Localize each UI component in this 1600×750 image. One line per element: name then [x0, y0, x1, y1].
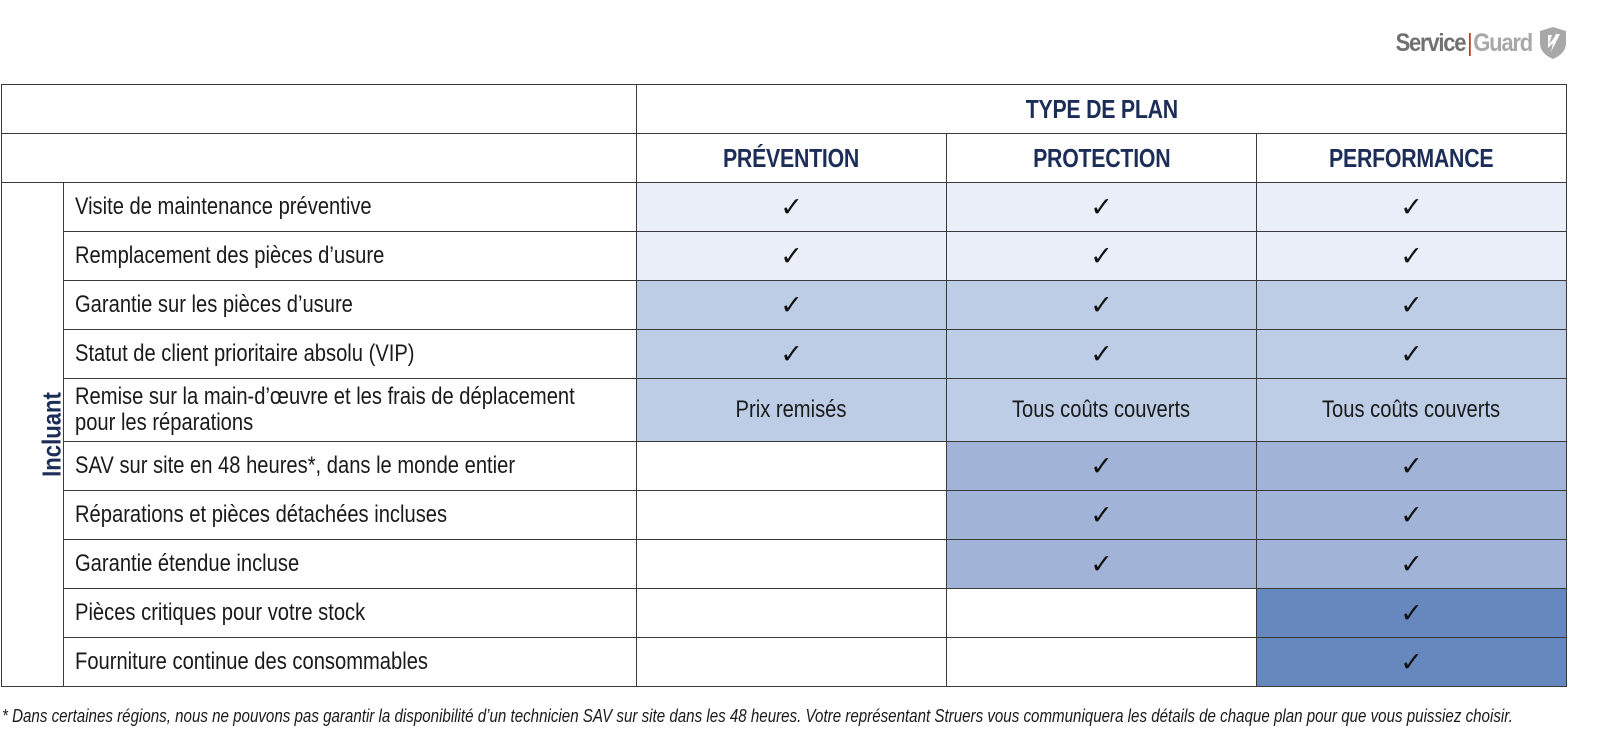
logo-service-text: Service [1395, 28, 1466, 57]
table-row [2, 232, 1567, 281]
plan-cell-performance [1257, 330, 1567, 379]
plan-cell-protection [947, 281, 1257, 330]
table-row [2, 379, 1567, 442]
feature-label-cell [64, 540, 637, 589]
feature-label: pour les réparations [75, 409, 254, 436]
plan-cell-prevention [637, 183, 947, 232]
logo-separator: | [1467, 28, 1472, 57]
plan-cell-protection [947, 589, 1257, 638]
footnote: * Dans certaines régions, nous ne pouvons pas garantir la disponibilité d’un technicien SAV sur site dans les 48 heures. Votre représentant Struers vous communiquera les détails de chaque plan pour que vous puissiez choisir. [2, 706, 1513, 726]
feature-label-cell [64, 183, 637, 232]
cell-text: Tous coûts couverts [1012, 396, 1191, 423]
checkmark-icon: ✓ [1400, 240, 1423, 272]
checkmark-icon: ✓ [1090, 289, 1113, 321]
plan-cell-protection [947, 330, 1257, 379]
logo-guard-text: Guard [1473, 28, 1532, 57]
checkmark-icon: ✓ [1400, 646, 1423, 678]
serviceguard-logo [1377, 26, 1568, 60]
feature-label: Réparations et pièces détachées incluses [75, 501, 448, 528]
checkmark-icon: ✓ [1090, 191, 1113, 223]
feature-label: SAV sur site en 48 heures*, dans le monde entier [75, 452, 516, 479]
plan-cell-prevention [637, 589, 947, 638]
plan-cell-protection [947, 491, 1257, 540]
checkmark-icon: ✓ [1400, 289, 1423, 321]
plan-cell-prevention [637, 442, 947, 491]
plan-cell-performance [1257, 540, 1567, 589]
cell-text: Tous coûts couverts [1322, 396, 1501, 423]
plan-cell-performance [1257, 183, 1567, 232]
feature-label: Remise sur la main-d’œuvre et les frais de déplacement [75, 383, 575, 410]
feature-label: Garantie étendue incluse [75, 550, 300, 577]
checkmark-icon: ✓ [1400, 191, 1423, 223]
checkmark-icon: ✓ [1090, 548, 1113, 580]
plan-type-header: TYPE DE PLAN [637, 85, 1567, 134]
included-side-label: Incluant [36, 392, 67, 477]
plan-cell-protection [947, 442, 1257, 491]
plan-cell-performance [1257, 638, 1567, 687]
checkmark-icon: ✓ [780, 191, 803, 223]
checkmark-icon: ✓ [780, 338, 803, 370]
logo-wordmark [1396, 29, 1532, 58]
feature-label: Remplacement des pièces d’usure [75, 242, 385, 269]
plan-cell-performance [1257, 379, 1567, 442]
feature-label-cell [64, 330, 637, 379]
plan-cell-performance [1257, 232, 1567, 281]
plan-cell-prevention [637, 638, 947, 687]
feature-label-cell [64, 232, 637, 281]
plan-header-prevention: PRÉVENTION [637, 134, 947, 183]
plan-cell-prevention [637, 330, 947, 379]
checkmark-icon: ✓ [1400, 548, 1423, 580]
plan-cell-performance [1257, 281, 1567, 330]
plan-cell-prevention [637, 379, 947, 442]
feature-label: Fourniture continue des consommables [75, 648, 428, 675]
checkmark-icon: ✓ [1400, 450, 1423, 482]
shield-icon [1538, 26, 1568, 60]
plan-cell-prevention [637, 232, 947, 281]
feature-label-cell [64, 491, 637, 540]
plan-cell-prevention [637, 281, 947, 330]
table-row [2, 281, 1567, 330]
plan-header-protection: PROTECTION [947, 134, 1257, 183]
cell-text: Prix remisés [736, 396, 847, 423]
plan-cell-performance [1257, 442, 1567, 491]
plan-cell-prevention [637, 491, 947, 540]
plan-cell-protection [947, 232, 1257, 281]
table-row [2, 589, 1567, 638]
checkmark-icon: ✓ [1090, 240, 1113, 272]
checkmark-icon: ✓ [780, 240, 803, 272]
table-row [2, 638, 1567, 687]
table-row [2, 183, 1567, 232]
plan-cell-prevention [637, 540, 947, 589]
table-row [2, 442, 1567, 491]
empty-corner-cell [2, 134, 637, 183]
plan-cell-protection [947, 183, 1257, 232]
checkmark-icon: ✓ [1090, 338, 1113, 370]
empty-corner-cell [2, 85, 637, 134]
feature-label-cell [64, 638, 637, 687]
group-header-row [2, 85, 1567, 134]
checkmark-icon: ✓ [1400, 338, 1423, 370]
plan-header-performance: PERFORMANCE [1257, 134, 1567, 183]
feature-label: Statut de client prioritaire absolu (VIP) [75, 340, 415, 367]
table-row [2, 540, 1567, 589]
checkmark-icon: ✓ [1400, 499, 1423, 531]
feature-label-cell [64, 281, 637, 330]
plan-cell-protection [947, 638, 1257, 687]
feature-label: Garantie sur les pièces d’usure [75, 291, 353, 318]
plan-names-row [2, 134, 1567, 183]
plan-comparison-table [1, 84, 1567, 687]
plan-cell-protection [947, 540, 1257, 589]
checkmark-icon: ✓ [1400, 597, 1423, 629]
feature-label: Pièces critiques pour votre stock [75, 599, 366, 626]
feature-label: Visite de maintenance préventive [75, 193, 372, 220]
table-row [2, 330, 1567, 379]
included-side-label-cell [2, 183, 67, 687]
checkmark-icon: ✓ [1090, 450, 1113, 482]
feature-label-cell [64, 442, 637, 491]
table-row [2, 491, 1567, 540]
checkmark-icon: ✓ [780, 289, 803, 321]
checkmark-icon: ✓ [1090, 499, 1113, 531]
plan-cell-performance [1257, 491, 1567, 540]
feature-label-cell [64, 379, 637, 442]
plan-cell-protection [947, 379, 1257, 442]
plan-cell-performance [1257, 589, 1567, 638]
feature-label-cell [64, 589, 637, 638]
